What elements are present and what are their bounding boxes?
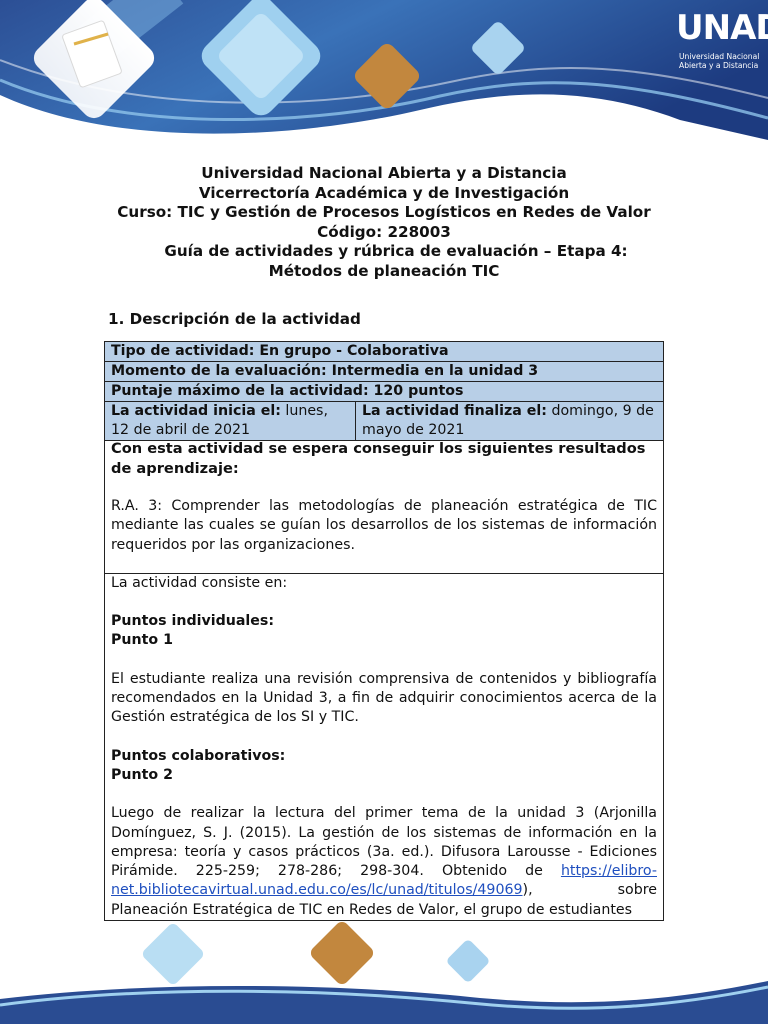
activity-info-table bbox=[104, 341, 664, 441]
header-line-course: Curso: TIC y Gestión de Procesos Logísticos en Redes de Valor bbox=[117, 203, 651, 221]
activity-description-box bbox=[104, 438, 664, 921]
end-date-label: La actividad finaliza el: bbox=[362, 403, 547, 419]
header-banner bbox=[0, 0, 768, 150]
collaborative-points-heading: Puntos colaborativos: bbox=[111, 747, 286, 764]
learning-outcomes-section bbox=[105, 438, 663, 573]
start-date-cell bbox=[105, 402, 356, 441]
logo-mark: UNAD bbox=[676, 8, 783, 48]
point-2-text-before: Luego de realizar la lectura del primer tema de la unidad 3 (Arjonilla Domínguez, S. J. (2015). La gestión de los sistemas de información en la empresa: teoría y casos prácticos (3a. ed.). Difusora Larousse - Ediciones Pirámide. 225-259; 278-286; 298-304. Obtenido de bbox=[111, 805, 657, 880]
point-2-label: Punto 2 bbox=[111, 766, 173, 783]
unad-logo bbox=[676, 8, 783, 88]
individual-points-heading: Puntos individuales: bbox=[111, 613, 275, 630]
point-2-text bbox=[111, 804, 657, 920]
point-1-text: El estudiante realiza una revisión comprensiva de contenidos y bibliografía recomendados en la Unidad 3, a fin de adquirir conocimientos acerca de la Gestión estratégica de los SI y TIC. bbox=[111, 670, 657, 726]
end-date-cell bbox=[356, 402, 664, 441]
max-score-cell: Puntaje máximo de la actividad: 120 puntos bbox=[105, 382, 664, 402]
header-line-topic: Métodos de planeación TIC bbox=[268, 261, 500, 280]
bibliography-link[interactable]: https://elibro-net.bibliotecavirtual.unad.edu.co/es/lc/unad/titulos/49069 bbox=[111, 863, 657, 899]
activity-intro: La actividad consiste en: bbox=[111, 574, 288, 591]
evaluation-moment-cell: Momento de la evaluación: Intermedia en la unidad 3 bbox=[105, 362, 664, 382]
point-1-label: Punto 1 bbox=[111, 632, 173, 649]
header-line-guide: Guía de actividades y rúbrica de evaluación – Etapa 4: bbox=[164, 242, 628, 260]
document-header bbox=[100, 164, 668, 281]
logo-subtitle: Universidad Nacional Abierta y a Distancia bbox=[679, 52, 760, 70]
point-2-text-after: ), sobre Planeación Estratégica de TIC en Redes de Valor, el grupo de estudiantes bbox=[111, 882, 657, 918]
learning-outcome-ra3: R.A. 3: Comprender las metodologías de planeación estratégica de TIC mediante las cuales se guían los desarrollos de los sistemas de información requeridos por las organizaciones. bbox=[111, 498, 657, 553]
learning-outcomes-heading: Con esta actividad se espera conseguir los siguientes resultados de aprendizaje: bbox=[111, 440, 646, 477]
footer-decoration bbox=[0, 925, 768, 1024]
start-date-value: lunes, 12 de abril de 2021 bbox=[111, 403, 328, 438]
activity-details-section bbox=[105, 574, 663, 920]
start-date-label: La actividad inicia el: bbox=[111, 403, 281, 419]
header-line-university: Universidad Nacional Abierta y a Distancia bbox=[201, 164, 567, 182]
header-line-code: Código: 228003 bbox=[317, 222, 451, 241]
activity-type-cell: Tipo de actividad: En grupo - Colaborativa bbox=[105, 342, 664, 362]
end-date-value: domingo, 9 de mayo de 2021 bbox=[362, 403, 654, 438]
header-line-vicerrectoria: Vicerrectoría Académica y de Investigación bbox=[198, 183, 570, 202]
section-title: 1. Descripción de la actividad bbox=[108, 310, 361, 328]
